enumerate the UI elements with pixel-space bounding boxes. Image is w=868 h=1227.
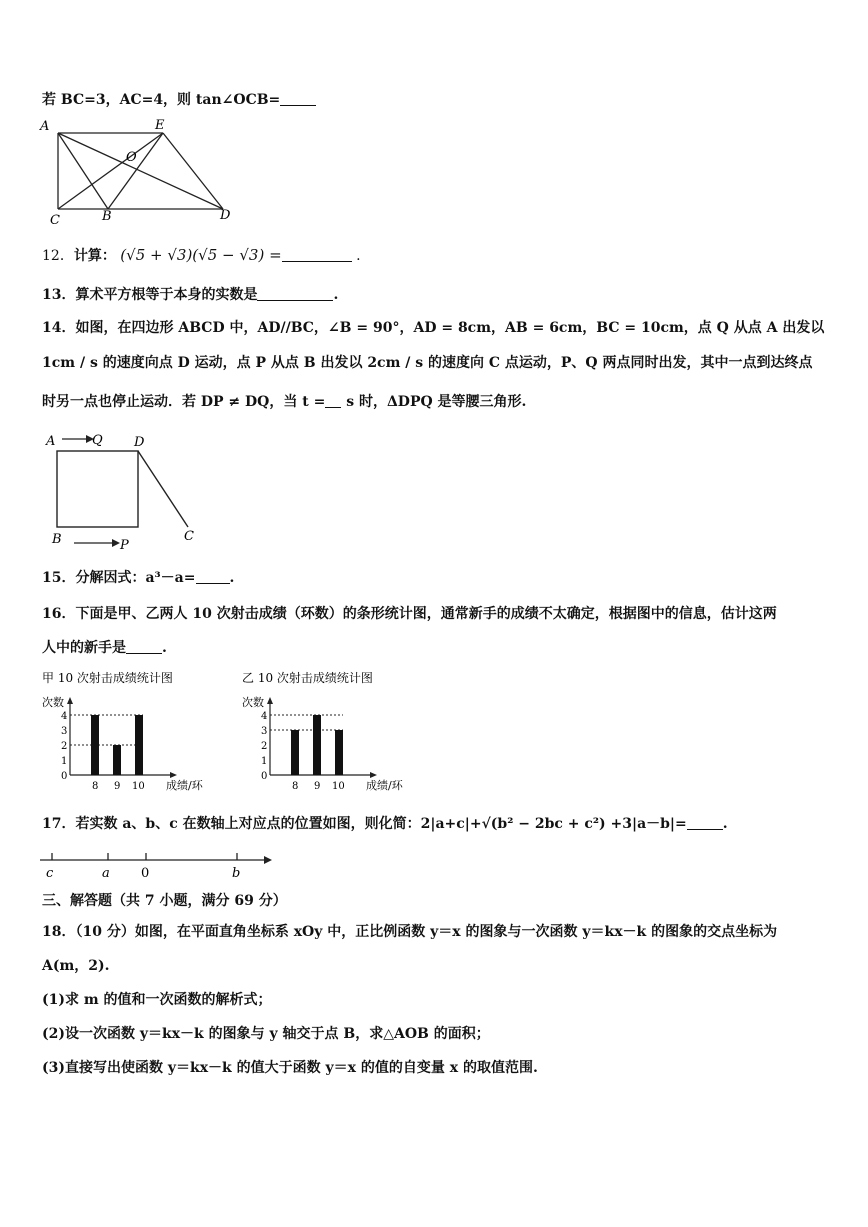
y-tick-label: 0: [261, 771, 268, 782]
x-tick-label: 8: [92, 781, 99, 792]
q13: 13．算术平方根等于本身的实数是 .: [42, 287, 339, 303]
point-B: B: [52, 532, 62, 547]
point-A: A: [40, 119, 50, 134]
x-axis-label: 成绩/环: [166, 779, 203, 792]
chart-jia: [40, 668, 215, 798]
bar: [113, 745, 121, 775]
q14-figure: [40, 425, 210, 555]
q11-figure: [38, 118, 238, 228]
y-tick-label: 4: [261, 711, 268, 722]
x-tick-label: 8: [292, 781, 299, 792]
q18-part2: (2)设一次函数 y＝kx－k 的图象与 y 轴交于点 B，求△AOB 的面积；: [42, 1026, 490, 1042]
point-C: C: [184, 529, 194, 544]
label-a: a: [102, 866, 110, 881]
y-axis-label: 次数: [42, 696, 64, 709]
point-D: D: [220, 208, 231, 223]
y-tick-label: 4: [61, 711, 68, 722]
q14-line3: 时另一点也停止运动．若 DP ≠ DQ，当 t = s 时，ΔDPQ 是等腰三角形.: [42, 394, 527, 410]
y-tick-label: 1: [61, 756, 68, 767]
chart-yi: [240, 668, 415, 798]
q18-part1: (1)求 m 的值和一次函数的解析式；: [42, 992, 272, 1008]
label-c: c: [46, 866, 54, 881]
section-title: 三、解答题（共 7 小题，满分 69 分）: [42, 893, 287, 909]
y-tick-label: 2: [61, 741, 68, 752]
q14-line1: 14．如图，在四边形 ABCD 中，AD//BC，∠B = 90°，AD = 8cm，AB = 6cm，BC = 10cm，点 Q 从点 A 出发以: [42, 320, 825, 336]
y-tick-label: 2: [261, 741, 268, 752]
y-axis-label: 次数: [242, 696, 264, 709]
q16-line2: 人中的新手是 .: [42, 640, 167, 656]
x-tick-label: 9: [114, 781, 121, 792]
point-Q: Q: [92, 433, 103, 448]
y-tick-label: 3: [261, 726, 268, 737]
bar: [335, 730, 343, 775]
x-tick-label: 10: [132, 781, 145, 792]
y-axis-arrow: [67, 697, 73, 704]
y-tick-label: 0: [61, 771, 68, 782]
point-B: B: [102, 209, 112, 224]
x-tick-label: 9: [314, 781, 321, 792]
x-tick-label: 10: [332, 781, 345, 792]
q18-part3: (3)直接写出使函数 y＝kx－k 的值大于函数 y＝x 的值的自变量 x 的取值范围.: [42, 1060, 538, 1076]
number-line: [38, 848, 278, 884]
x-axis-arrow: [170, 772, 177, 778]
point-A: A: [46, 434, 56, 449]
q17: 17．若实数 a、b、c 在数轴上对应点的位置如图，则化简：2|a+c|+√(b² − 2bc + c²) +3|a－b|= .: [42, 816, 728, 832]
y-tick-label: 1: [261, 756, 268, 767]
point-C: C: [50, 213, 60, 228]
bar: [91, 715, 99, 775]
q18-line2: A(m，2).: [42, 958, 110, 974]
q15: 15．分解因式：a³－a= .: [42, 570, 235, 586]
point-P: P: [120, 538, 129, 553]
q16-line1: 16．下面是甲、乙两人 10 次射击成绩（环数）的条形统计图，通常新手的成绩不太确定，根据图中的信息，估计这两: [42, 606, 777, 622]
bar: [313, 715, 321, 775]
chart-title: 乙 10 次射击成绩统计图: [242, 671, 373, 685]
label-b: b: [232, 866, 241, 881]
x-axis-arrow: [370, 772, 377, 778]
bar: [291, 730, 299, 775]
q14-line2: 1cm / s 的速度向点 D 运动，点 P 从点 B 出发以 2cm / s 的速度向 C 点运动，P、Q 两点同时出发，其中一点到达终点: [42, 355, 813, 371]
point-E: E: [155, 118, 165, 133]
q12: 12．计算： (√5 + √3)(√5 − √3) = .: [42, 246, 361, 264]
point-D: D: [134, 435, 145, 450]
q18-line1: 18．（10 分）如图，在平面直角坐标系 xOy 中，正比例函数 y＝x 的图象与一次函数 y＝kx－k 的图象的交点坐标为: [42, 924, 778, 940]
bar: [135, 715, 143, 775]
chart-title: 甲 10 次射击成绩统计图: [42, 671, 173, 685]
x-axis-label: 成绩/环: [366, 779, 403, 792]
y-tick-label: 3: [61, 726, 68, 737]
y-axis-arrow: [267, 697, 273, 704]
point-O: O: [126, 150, 137, 165]
q11-text: 若 BC=3，AC=4，则 tan∠OCB=: [42, 90, 316, 110]
label-0: 0: [141, 866, 150, 881]
